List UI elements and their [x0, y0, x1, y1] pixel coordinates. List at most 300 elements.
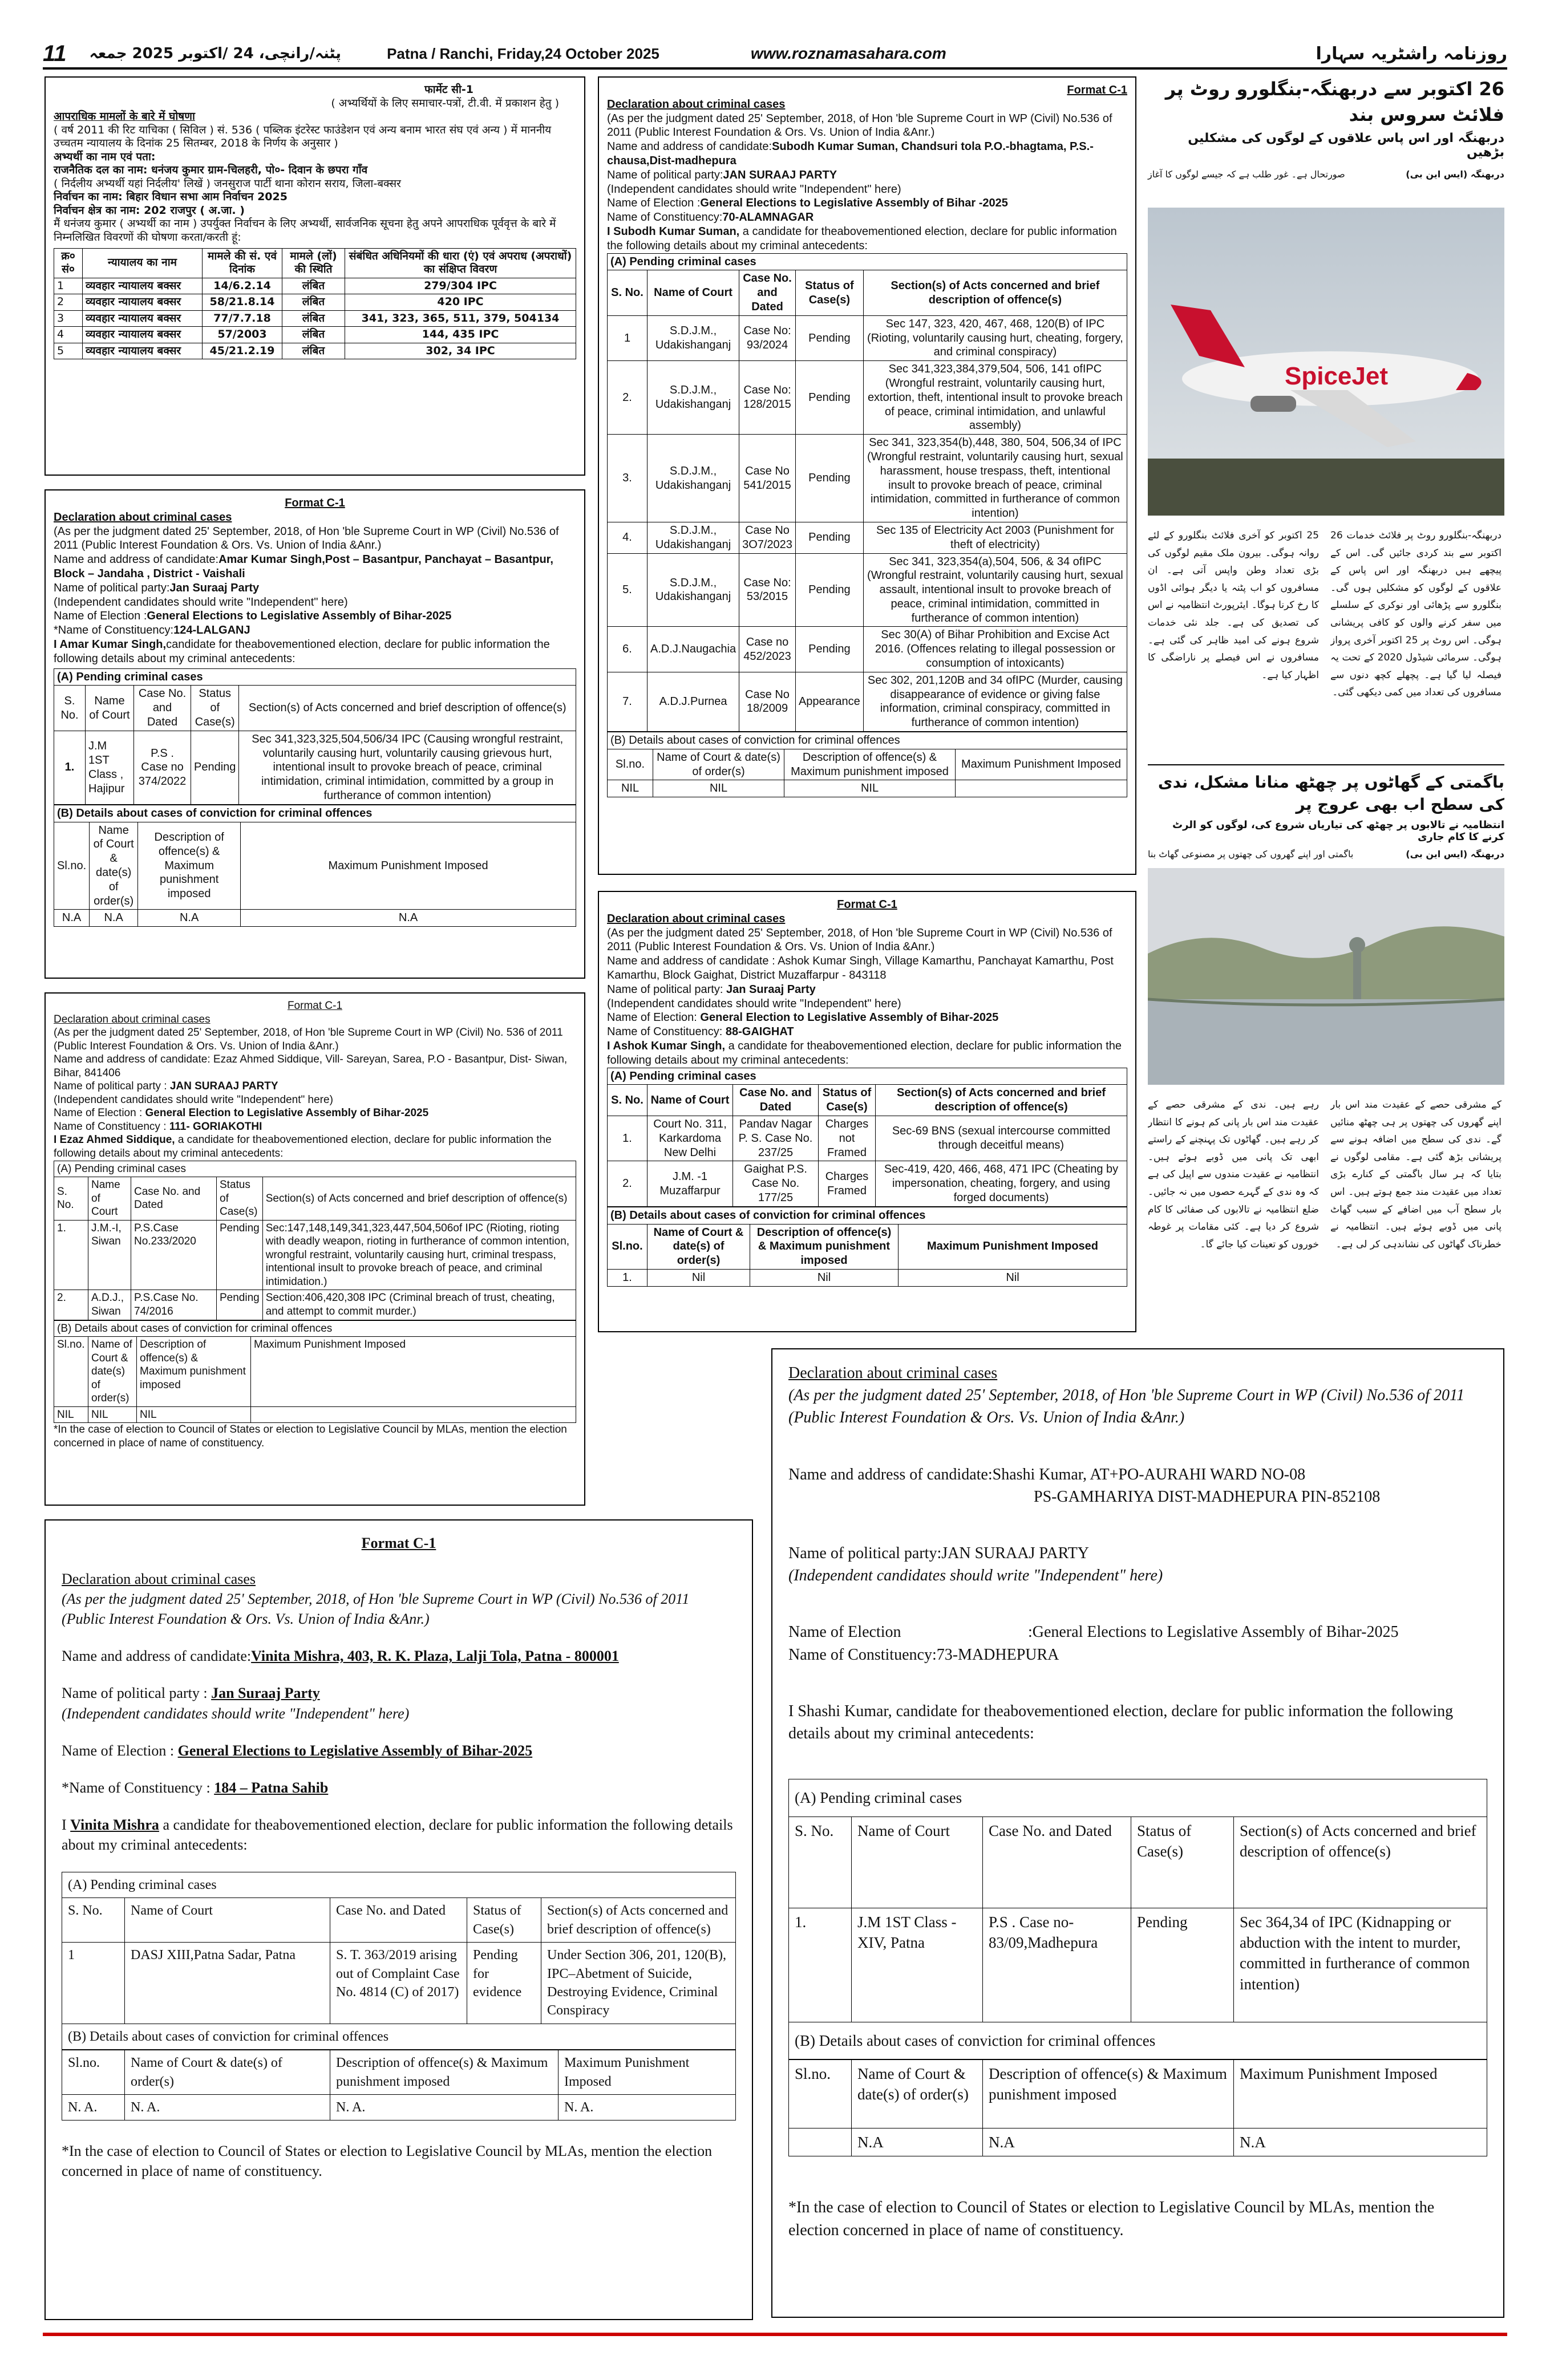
- election-name: General Elections to Legislative Assembly of Bihar-2025: [147, 610, 452, 623]
- col-header: Section(s) of Acts concerned and brief description of offence(s): [863, 270, 1127, 315]
- table-row: [62, 2094, 736, 2120]
- statement: a candidate for theabovementioned election, declare for public information the following details about my criminal antecedents:: [54, 1134, 552, 1160]
- conviction-table: [607, 1224, 1127, 1287]
- cell: 1: [54, 278, 83, 294]
- label: Name of Constituency :: [54, 1120, 167, 1133]
- cell: Sec 30(A) of Bihar Prohibition and Excise Act 2016. (Offences relating to illegal possession or consumption of intoxicants): [863, 627, 1127, 672]
- subheadline: انتظامیہ نے تالابوں پر چھٹھ کی تیاریاں شروع کی، لوگوں کو الرٹ کرنے کا کام جاری: [1172, 819, 1504, 844]
- cell: J.M 1ST Class - XIV, Patna: [852, 1908, 983, 2022]
- judgment-reference: (As per the judgment dated 25' September, 2018, of Hon 'ble Supreme Court in WP (Civil) No. 536 of 2011 (Public Interest Foundation & Ors. Vs. Union of India &Anr.): [54, 1027, 563, 1052]
- declaration-statement: [607, 1039, 1127, 1068]
- subodh-declaration: [598, 76, 1136, 875]
- declaration-title: Declaration about criminal cases: [54, 510, 232, 524]
- constituency-line: [62, 1778, 736, 1798]
- candidate-line: Name and address of candidate: Ezaz Ahmed Siddique, Vill- Sareyan, Sarea, P.O - Basantpur, Dist- Siwan, Bihar, 841406: [54, 1053, 568, 1079]
- col-header: Description of offence(s) & Maximum punishment imposed: [983, 2059, 1234, 2128]
- shashi-declaration: [771, 1348, 1504, 2318]
- cell: Section:406,420,308 IPC (Criminal breach of trust, cheating, and attempt to commit murder.): [262, 1290, 576, 1320]
- candidate-line: [54, 553, 576, 581]
- col-header: S. No.: [54, 1177, 88, 1221]
- election-name: General Elections to Legislative Assembly of Bihar -2025: [700, 197, 1008, 210]
- candidate-name: Vinita Mishra, 403, R. K. Plaza, Lalji Tola, Patna - 800001: [251, 1648, 619, 1665]
- table-row: [54, 310, 576, 327]
- cell: 1: [62, 1943, 125, 2024]
- cell: Pandav Nagar P. S. Case No. 237/25: [733, 1116, 819, 1161]
- cell: N.A: [241, 910, 576, 927]
- cell: Case No 18/2009: [739, 672, 796, 731]
- declaration-statement: [62, 1815, 736, 1855]
- declaration-title: Declaration about criminal cases: [607, 98, 786, 111]
- constituency-line: निर्वाचन क्षेत्र का नाम: 202 राजपुर ( अ.जा. ): [54, 204, 245, 217]
- table-row: [608, 522, 1127, 553]
- candidate-line: [788, 1463, 1487, 1486]
- section-b-title: (B) Details about cases of conviction for criminal offences: [54, 805, 576, 822]
- table-row: [608, 553, 1127, 627]
- table-row: [608, 1161, 1127, 1206]
- col-header: Status of Case(s): [1131, 1817, 1234, 1908]
- section-b-title: (B) Details about cases of conviction for criminal offences: [62, 2024, 736, 2049]
- col-header: Name of Court & date(s) of order(s): [647, 1224, 750, 1269]
- cell: N.A: [90, 910, 138, 927]
- election-line: [62, 1741, 736, 1761]
- cell: N.A: [54, 910, 90, 927]
- cell: Nil: [899, 1269, 1127, 1286]
- col-header: Description of offence(s) & Maximum punishment imposed: [750, 1224, 899, 1269]
- conviction-table: [54, 1336, 576, 1423]
- header-rule: [43, 67, 1507, 70]
- cell: व्यवहार न्यायालय बक्सर: [83, 327, 203, 343]
- cell: P.S.Case No. 74/2016: [131, 1290, 217, 1320]
- table-row: [54, 731, 576, 804]
- label: Name of Election :: [54, 1107, 143, 1120]
- candidate-name: Amar Kumar Singh,Post – Basantpur, Panchayat – Basantpur, Block – Jandaha , District - Vaishali: [54, 553, 553, 580]
- col-header: S. No.: [608, 1085, 647, 1116]
- footnote: *In the case of election to Council of States or election to Legislative Council by MLAs, mention the election concerned in place of name of constituency.: [62, 2143, 713, 2180]
- cell: S.D.J.M., Udakishanganj: [647, 361, 739, 435]
- cell: 57/2003: [203, 327, 282, 343]
- candidate-name: Vinita Mishra: [70, 1816, 159, 1833]
- cell: Court No. 311, Karkardoma New Delhi: [647, 1116, 733, 1161]
- constituency-line: [607, 1025, 1127, 1039]
- hindi-declaration: [44, 76, 585, 476]
- cell: Pending: [795, 361, 863, 435]
- independent-note: (Independent candidates should write "Independent" here): [788, 1567, 1163, 1585]
- cell: Sec 341, 323,354(a),504, 506, & 34 ofIPC (Wrongful restraint, voluntarily causing hurt, sexual assault, intentional insult to provoke breach of peace, criminal intimidation, committed in furtherance of common intention): [863, 553, 1127, 627]
- cell: Pending: [217, 1220, 263, 1290]
- col-header: Status of Case(s): [819, 1085, 876, 1116]
- section-b-title: (B) Details about cases of conviction for criminal offences: [789, 2022, 1487, 2059]
- cell: Case No: 53/2015: [739, 553, 796, 627]
- table-header-row: [608, 749, 1127, 780]
- table-row: [608, 361, 1127, 435]
- election-name: :General Elections to Legislative Assembly of Bihar-2025: [1028, 1623, 1399, 1641]
- declaration-title: Declaration about criminal cases: [607, 912, 786, 925]
- cell: Sec 364,34 of IPC (Kidnapping or abduction with the intent to murder, committed in furtherance of common intention): [1234, 1908, 1487, 2022]
- cell: J.M. -1 Muzaffarpur: [647, 1161, 733, 1206]
- constituency-line: Name of Constituency:73-MADHEPURA: [788, 1645, 1059, 1664]
- cell: Charges not Framed: [819, 1116, 876, 1161]
- table-row: [608, 315, 1127, 360]
- cell: 4.: [608, 522, 647, 553]
- col-header: Name of Court & date(s) of order(s): [852, 2059, 983, 2128]
- cell: 5.: [608, 553, 647, 627]
- table-row: [54, 294, 576, 311]
- cell: Sec 135 of Electricity Act 2003 (Punishment for theft of electricity): [863, 522, 1127, 553]
- party-line: Name of political party:JAN SURAAJ PARTY: [788, 1544, 1089, 1562]
- col-header: मामले की सं. एवं दिनांक: [203, 248, 282, 278]
- party-name: Jan Suraaj Party: [169, 581, 260, 594]
- news-flight-service: [1148, 76, 1504, 778]
- col-header: Name of Court & date(s) of order(s): [90, 822, 138, 910]
- col-header: Sl.no.: [608, 1224, 647, 1269]
- cell: Case No 3O7/2023: [739, 522, 796, 553]
- label: Name and address of candidate:: [62, 1648, 252, 1665]
- declaration-statement: [54, 1133, 576, 1160]
- table-row: [608, 780, 1127, 797]
- table-row: [54, 1290, 576, 1320]
- col-header: Sl.no.: [62, 2050, 125, 2095]
- constituency-name: 124-LALGANJ: [173, 624, 250, 637]
- cell: P.S.Case No.233/2020: [131, 1220, 217, 1290]
- election-name: General Elections to Legislative Assembly of Bihar-2025: [177, 1742, 533, 1759]
- cell: Charges Framed: [819, 1161, 876, 1206]
- label: Name of political party:: [607, 983, 726, 996]
- cell: N. A.: [559, 2094, 736, 2120]
- table-row: [608, 627, 1127, 672]
- cell: Pending: [1131, 1908, 1234, 2022]
- headline: باگمتی کے گھاٹوں پر چھٹھ منانا مشکل، ندی کی سطح اب بھی عروج پر: [1158, 773, 1504, 814]
- cell: S.D.J.M., Udakishanganj: [647, 522, 739, 553]
- candidate-name: Subodh Kumar Suman, Chandsuri tola P.O.-bhagtama, P.S.-chausa,Dist-madhepura: [607, 140, 1094, 167]
- cell: [956, 780, 1127, 797]
- table-row: [54, 1220, 576, 1290]
- declaration-statement: [54, 638, 576, 666]
- cell: 3.: [608, 435, 647, 522]
- col-header: संबंधित अधिनियमों की धारा (एं) एवं अपराध (अपराधों) का संक्षिप्त विवरण: [345, 248, 576, 278]
- col-header: Name of Court & date(s) of order(s): [125, 2050, 330, 2095]
- section-a-title: (A) Pending criminal cases: [54, 668, 576, 686]
- cell: व्यवहार न्यायालय बक्सर: [83, 294, 203, 311]
- label: *Name of Constituency:: [54, 624, 174, 637]
- cell: N.A: [1234, 2128, 1487, 2156]
- candidate-name: I Ezaz Ahmed Siddique,: [54, 1134, 175, 1146]
- table-row: [608, 1116, 1127, 1161]
- lead-text: صورتحال ہے۔ غور طلب ہے کہ جیسے لوگوں کا آغاز: [1148, 168, 1345, 180]
- cell: 341, 323, 365, 511, 379, 504134: [345, 310, 576, 327]
- cell: NIL: [653, 780, 784, 797]
- cell: Pending: [795, 627, 863, 672]
- table-header-row: [54, 686, 576, 731]
- footnote: *In the case of election to Council of States or election to Legislative Council by MLAs, mention the election concerned in place of name of constituency.: [54, 1424, 567, 1449]
- cell: S.D.J.M., Udakishanganj: [647, 315, 739, 360]
- independent-note: (Independent candidates should write "Independent" here): [54, 595, 348, 609]
- col-header: Name of Court: [647, 270, 739, 315]
- election-line: [54, 609, 576, 623]
- candidate-name: Shashi Kumar, AT+PO-AURAHI WARD NO-08: [992, 1465, 1306, 1483]
- cell: Sec-69 BNS (sexual intercourse committed through deceitful means): [876, 1116, 1127, 1161]
- cell: 144, 435 IPC: [345, 327, 576, 343]
- cell: NIL: [784, 780, 956, 797]
- col-header: Name of Court: [88, 1177, 131, 1221]
- cell: 45/21.2.19: [203, 343, 282, 359]
- col-header: Name of Court: [647, 1085, 733, 1116]
- table-header-row: [54, 1337, 576, 1407]
- cell: 77/7.7.18: [203, 310, 282, 327]
- table-header-row: [789, 1817, 1487, 1908]
- urdu-dateline: پٹنہ/رانچی، 24 /اکتوبر 2025 جمعہ: [89, 45, 342, 62]
- table-header-row: [789, 2059, 1487, 2128]
- col-header: Name of Court: [86, 686, 134, 731]
- river-photo: [1148, 868, 1504, 1085]
- cell: 1.: [608, 1116, 647, 1161]
- cell: लंबित: [282, 310, 345, 327]
- footer-rule: [43, 2333, 1507, 2336]
- section-a-title: (A) Pending criminal cases: [62, 1872, 736, 1898]
- cell: P.S . Case no- 83/09,Madhepura: [983, 1908, 1131, 2022]
- constituency-line: [54, 623, 576, 638]
- col-header: Case No. and Dated: [733, 1085, 819, 1116]
- section-b-title: (B) Details about cases of conviction for criminal offences: [607, 732, 1127, 749]
- cell: 2.: [608, 361, 647, 435]
- cell: 2.: [54, 1290, 88, 1320]
- col-header: Section(s) of Acts concerned and brief description of offence(s): [541, 1898, 736, 1943]
- table-row: [789, 1908, 1487, 2022]
- table-row: [608, 435, 1127, 522]
- table-header-row: [62, 1898, 736, 1943]
- col-header: न्यायालय का नाम: [83, 248, 203, 278]
- conviction-table: [607, 749, 1127, 797]
- table-header-row: [608, 1085, 1127, 1116]
- article-column-left: 25 اکتوبر کو آخری فلائٹ بنگلورو کے لئے روانہ ہوگی۔ بیرون ملک مقیم لوگوں کی بڑی تعداد وطن واپس آتی ہے۔ ان مسافروں کو اب پٹنہ یا دیگر ہوائی اڈوں کا رخ کرنا ہوگا۔ ایئرپورٹ انتظامیہ نے اس کی تصدیق کی ہے۔ جلد نئی خدمات شروع ہونے کی امید ظاہر کی گئی ہے۔ مسافروں نے اس فیصلے پر ناراضگی کا اظہار کیا ہے۔: [1148, 530, 1319, 681]
- page-header: [43, 42, 1507, 65]
- col-header: Case No. and Dated: [739, 270, 796, 315]
- cell: Appearance: [795, 672, 863, 731]
- col-header: S. No.: [54, 686, 86, 731]
- table-row: [54, 1406, 576, 1423]
- cell: [251, 1406, 576, 1423]
- candidate-line: [607, 140, 1127, 168]
- cell: 14/6.2.14: [203, 278, 282, 294]
- independent-note: (Independent candidates should write "Independent" here): [607, 997, 901, 1010]
- dateline: دربھنگہ (ایس این بی): [1406, 849, 1504, 860]
- label: Name of Election :: [62, 1742, 178, 1759]
- cell: Case No: 128/2015: [739, 361, 796, 435]
- col-header: Section(s) of Acts concerned and brief description of offence(s): [876, 1085, 1127, 1116]
- airplane-photo: [1148, 208, 1504, 516]
- declaration-statement: मैं धनंजय कुमार ( अभ्यर्थी का नाम ) उपर्युक्त निर्वाचन के लिए अभ्यर्थी, सार्वजनिक सूचना हेतु अपने आपराधिक पूर्ववृत्त के बारे में निम्नलिखित विवरणों की घोषणा करता/करती हूं:: [54, 217, 556, 244]
- cell: लंबित: [282, 278, 345, 294]
- cell: J.M 1ST Class , Hajipur: [86, 731, 134, 804]
- cell: NIL: [608, 780, 653, 797]
- label: Name of Election:: [607, 1011, 701, 1024]
- cell: 2.: [608, 1161, 647, 1206]
- col-header: Case No. and Dated: [131, 1177, 217, 1221]
- table-row: [608, 672, 1127, 731]
- section-a-title: (A) Pending criminal cases: [789, 1779, 1487, 1817]
- party-line: [54, 1080, 576, 1093]
- col-header: मामले (लों) की स्थिति: [282, 248, 345, 278]
- col-header: S. No.: [62, 1898, 125, 1943]
- label: *Name of Constituency :: [62, 1779, 215, 1796]
- ashok-declaration: [598, 891, 1136, 1332]
- cell: N. A.: [62, 2094, 125, 2120]
- col-header: Section(s) of Acts concerned and brief description of offence(s): [262, 1177, 576, 1221]
- pending-cases-table: [788, 1779, 1487, 2059]
- independent-note: (Independent candidates should write "Independent" here): [62, 1705, 410, 1722]
- candidate-name: I Ashok Kumar Singh,: [607, 1039, 726, 1052]
- pending-cases-table: [54, 685, 576, 804]
- footnote: *In the case of election to Council of States or election to Legislative Council by MLAs, mention the election concerned in place of name of constituency.: [788, 2199, 1435, 2239]
- col-header: Section(s) of Acts concerned and brief description of offence(s): [1234, 1817, 1487, 1908]
- col-header: Description of offence(s) & Maximum punishment imposed: [784, 749, 956, 780]
- col-header: Name of Court & date(s) of order(s): [653, 749, 784, 780]
- table-header-row: [608, 1224, 1127, 1269]
- label: Name and address of candidate:: [788, 1465, 993, 1483]
- col-header: Status of Case(s): [217, 1177, 263, 1221]
- col-header: Sl.no.: [608, 749, 653, 780]
- cell: S. T. 363/2019 arising out of Complaint Case No. 4814 (C) of 2017): [330, 1943, 467, 2024]
- cell: Sec 341,323,325,504,506/34 IPC (Causing wrongful restraint, voluntarily causing hurt, voluntarily causing grievous hurt, intentional insult to provoke breach of peace, criminal intimidation, criminal intimidation, committed by a group in furtherance of common intention): [239, 731, 576, 804]
- cell: 302, 34 IPC: [345, 343, 576, 359]
- table-row: [54, 910, 576, 927]
- candidate-name: I Subodh Kumar Suman,: [607, 225, 740, 238]
- cell: 58/21.8.14: [203, 294, 282, 311]
- label: Name of political party :: [54, 1080, 167, 1093]
- col-header: Case No. and Dated: [983, 1817, 1131, 1908]
- party-name: Jan Suraaj Party: [726, 983, 816, 996]
- cell: Sec-419, 420, 466, 468, 471 IPC (Cheating by impersonation, cheating, forgery, and using forged documents): [876, 1161, 1127, 1206]
- cell: Case no 452/2023: [739, 627, 796, 672]
- english-dateline: Patna / Ranchi, Friday,24 October 2025: [387, 44, 659, 62]
- table-row: [54, 343, 576, 359]
- candidate-line: [62, 1646, 736, 1666]
- table-row: [54, 278, 576, 294]
- table-row: [62, 1943, 736, 2024]
- table-header-row: [54, 1177, 576, 1221]
- judgment-reference: (As per the judgment dated 25' September, 2018, of Hon 'ble Supreme Court in WP (Civil) No.536 of 2011 (Public Interest Foundation & Ors. Vs. Union of India &Anr.): [62, 1591, 690, 1628]
- col-header: S. No.: [608, 270, 647, 315]
- cell: Sec:147,148,149,341,323,447,504,506of IPC (Rioting, rioting with deadly weapon, rioting in furtherance of common intention, wrongful restraint, voluntarily causing hurt, criminal trespass, intentional insult to provoke breach of peace, and criminal intimidation.): [262, 1220, 576, 1290]
- col-header: Maximum Punishment Imposed: [956, 749, 1127, 780]
- article-column-right: کے مشرقی حصے کے عقیدت مند اس بار اپنے گھروں کی چھتوں پر ہی چھٹھ منائیں گے۔ ندی کی سطح میں اضافہ ہونے سے پریشانی بڑھ گئی ہے۔ مقامی لوگوں نے بتایا کہ ہر سال باگمتی کے کنارے بڑی تعداد میں عقیدت مند جمع ہوتے ہیں۔ اس بار سطح آب میں اضافے کے سبب گھاٹ پانی میں ڈوبے ہوئے ہیں۔ انتظامیہ نے خطرناک گھاٹوں کی نشاندہی کر لی ہے۔: [1330, 1099, 1502, 1250]
- election-line: [788, 1621, 1487, 1643]
- col-header: Maximum Punishment Imposed: [1234, 2059, 1487, 2128]
- amar-declaration: [44, 489, 585, 979]
- cell: लंबित: [282, 294, 345, 311]
- cell: Under Section 306, 201, 120(B), IPC–Abetment of Suicide, Destroying Evidence, Criminal Conspiracy: [541, 1943, 736, 2024]
- judgment-reference: (As per the judgment dated 25' September, 2018, of Hon 'ble Supreme Court in WP (Civil) No.536 of 2011 (Public Interest Foundation & Ors. Vs. Union of India &Anr.): [788, 1386, 1464, 1427]
- col-header: Description of offence(s) & Maximum punishment imposed: [137, 1337, 251, 1407]
- cell: N. A.: [330, 2094, 559, 2120]
- label: Name and address of candidate:: [607, 140, 772, 153]
- col-header: Maximum Punishment Imposed: [251, 1337, 576, 1407]
- constituency-line: [54, 1120, 576, 1134]
- section-b-title: (B) Details about cases of conviction for criminal offences: [54, 1320, 576, 1337]
- cell: Sec 341,323,384,379,504, 506, 141 ofIPC (Wrongful restraint, voluntarily causing hurt, extortion, theft, intentional insult to provoke breach of peace, criminal intimidation, and unlawful assembly): [863, 361, 1127, 435]
- cell: Pending: [795, 522, 863, 553]
- party-line: [607, 983, 1127, 997]
- cell: 6.: [608, 627, 647, 672]
- section-a-title: (A) Pending criminal cases: [607, 1068, 1127, 1085]
- cell: Gaighat P.S. Case No. 177/25: [733, 1161, 819, 1206]
- format-label: Format C-1: [287, 1000, 343, 1012]
- cell: Nil: [647, 1269, 750, 1286]
- table-header-row: [608, 270, 1127, 315]
- airline-logo: SpiceJet: [1285, 362, 1388, 390]
- cell: व्यवहार न्यायालय बक्सर: [83, 310, 203, 327]
- constituency-name: 88-GAIGHAT: [725, 1025, 794, 1039]
- col-header: Case No. and Dated: [330, 1898, 467, 1943]
- table-row: [608, 1269, 1127, 1286]
- cell: [789, 2128, 852, 2156]
- constituency-name: 184 – Patna Sahib: [214, 1779, 329, 1796]
- cell: N.A: [852, 2128, 983, 2156]
- label: Name of political party :: [62, 1685, 212, 1702]
- cell: 1.: [789, 1908, 852, 2022]
- section-b-title: (B) Details about cases of conviction for criminal offences: [607, 1207, 1127, 1224]
- independent-note: (Independent candidates should write "Independent" here): [607, 183, 901, 196]
- format-subtitle: ( अभ्यर्थियों के लिए समाचार-पत्रों, टी.वी. में प्रकाशन हेतु ): [331, 96, 559, 110]
- col-header: S. No.: [789, 1817, 852, 1908]
- statement: a candidate for theabovementioned election, declare for public information the following details about my criminal antecedents:: [607, 225, 1117, 252]
- col-header: Maximum Punishment Imposed: [559, 2050, 736, 2095]
- declaration-statement: I Shashi Kumar, candidate for theabovementioned election, declare for public information the following details about my criminal antecedents:: [788, 1702, 1454, 1742]
- col-header: Maximum Punishment Imposed: [899, 1224, 1127, 1269]
- declaration-statement: [607, 225, 1127, 253]
- cell: P.S . Case no 374/2022: [134, 731, 191, 804]
- cell: 1.: [608, 1269, 647, 1286]
- conviction-table: [62, 2050, 736, 2120]
- label: Name of Constituency:: [607, 1025, 726, 1039]
- cell: लंबित: [282, 327, 345, 343]
- constituency-name: 70-ALAMNAGAR: [722, 211, 814, 224]
- election-line: [54, 1106, 576, 1120]
- website[interactable]: www.roznamasahara.com: [750, 44, 946, 62]
- col-header: Status of Case(s): [191, 686, 239, 731]
- col-header: Section(s) of Acts concerned and brief description of offence(s): [239, 686, 576, 731]
- candidate-name-line: अभ्यर्थी का नाम एवं पता:: [54, 150, 156, 163]
- statement: a candidate for theabovementioned election, declare for public information the following details about my criminal antecedents:: [62, 1816, 733, 1853]
- headline: 26 اکتوبر سے دربھنگہ-بنگلورو روٹ پر فلائٹ سروس بند: [1165, 78, 1504, 125]
- news-chhath: [1148, 764, 1504, 1312]
- cell: Pending: [795, 553, 863, 627]
- dateline: دربھنگہ (ایس این بی): [1406, 168, 1504, 180]
- cell: 2: [54, 294, 83, 311]
- cell: N.A: [983, 2128, 1234, 2156]
- subheadline: دربھنگہ اور اس پاس علاقوں کے لوگوں کی مشکلیں بڑھیں: [1188, 131, 1504, 160]
- col-header: Status of Case(s): [467, 1898, 541, 1943]
- declaration-title: Declaration about criminal cases: [62, 1571, 256, 1588]
- cell: Pending for evidence: [467, 1943, 541, 2024]
- party-name: Jan Suraaj Party: [211, 1685, 320, 1702]
- judgment-reference: (As per the judgment dated 25' September, 2018, of Hon 'ble Supreme Court in WP (Civil) No.536 of 2011 (Public Interest Foundation & Ors. Vs. Union of India &Anr.): [607, 112, 1112, 139]
- judgment-reference: (As per the judgment dated 25' September, 2018, of Hon 'ble Supreme Court in WP (Civil) No.536 of 2011 (Public Interest Foundation & Ors. Vs. Union of India &Anr.): [54, 525, 559, 552]
- label: Name and address of candidate:: [54, 553, 219, 566]
- cell: 7.: [608, 672, 647, 731]
- table-row: [789, 2128, 1487, 2156]
- cell: 1.: [54, 731, 86, 804]
- format-label: Format C-1: [285, 497, 345, 509]
- party-line: [54, 581, 576, 595]
- format-label: Format C-1: [361, 1535, 436, 1551]
- label: Name of political party:: [54, 581, 170, 594]
- cell: N.A: [138, 910, 241, 927]
- cell: 279/304 IPC: [345, 278, 576, 294]
- col-header: Name of Court: [852, 1817, 983, 1908]
- pending-cases-table: [607, 1084, 1127, 1206]
- table-header-row: [62, 2050, 736, 2095]
- article-column-left: رہے ہیں۔ ندی کے مشرقی حصے کے عقیدت مند اس بار پانی کم ہونے کا انتظار کر رہے ہیں۔ گھاٹوں تک پہنچنے کے راستے ابھی تک پانی میں ڈوبے ہوئے ہیں۔ انتظامیہ نے عقیدت مندوں سے اپیل کی ہے کہ وہ ندی کے گہرے حصوں میں نہ جائیں۔ ضلع انتظامیہ نے تالابوں کی صفائی کا کام شروع کر دیا ہے۔ کئی مقامات پر غوطہ خوروں کو تعینات کیا جائے گا۔: [1148, 1099, 1319, 1250]
